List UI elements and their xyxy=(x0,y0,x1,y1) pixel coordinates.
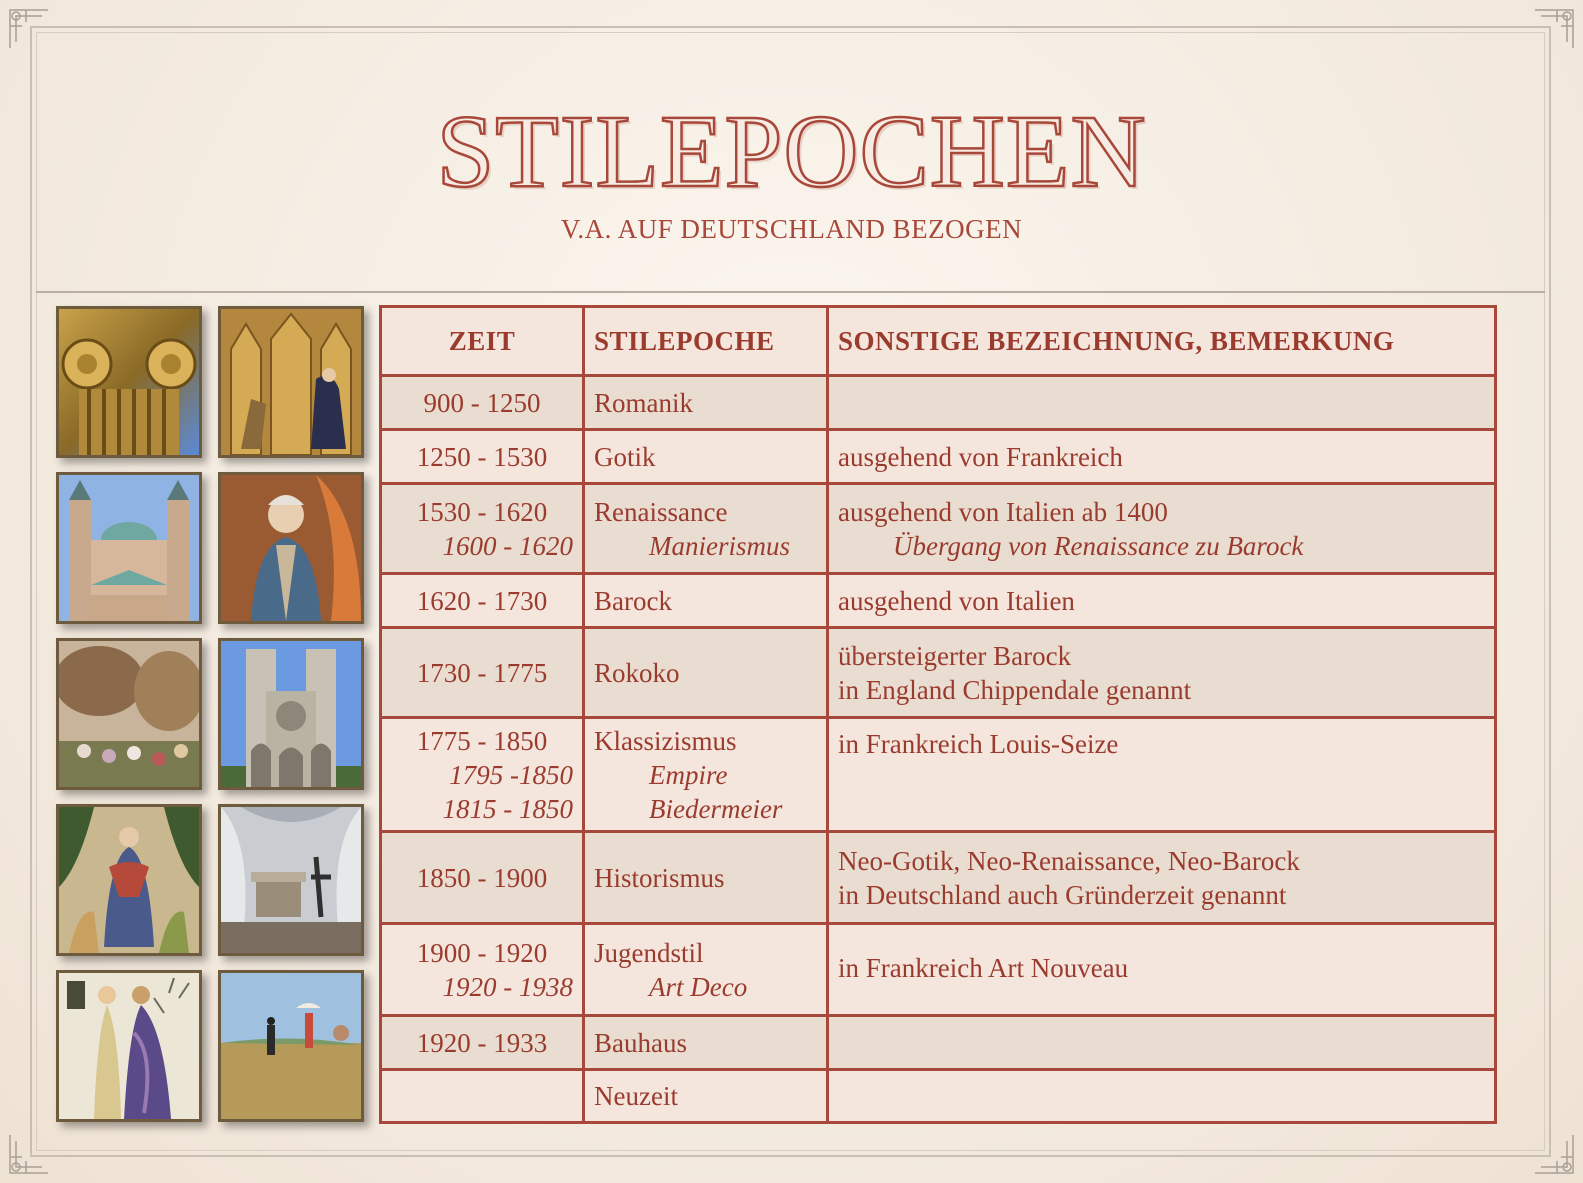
cell-zeit xyxy=(381,628,584,718)
epoche-text: Bauhaus xyxy=(594,1027,687,1058)
slide-subtitle: V.A. AUF DEUTSCHLAND BEZOGEN xyxy=(560,214,1023,244)
note-text: in Frankreich Louis-Seize xyxy=(838,729,1119,759)
zeit-text: 1730 - 1775 xyxy=(416,657,548,688)
zeit-sub-text: 1920 - 1938 xyxy=(442,971,573,1002)
corner-ornament-bottom-right xyxy=(1531,1131,1577,1177)
thumbnail-grid xyxy=(56,306,368,1126)
header-stilepoche: STILEPOCHE xyxy=(584,307,828,376)
cell-zeit xyxy=(381,1070,584,1123)
zeit-text: 900 - 1250 xyxy=(423,387,541,418)
cell-epoche xyxy=(584,430,828,484)
header-bemerkung: SONSTIGE BEZEICHNUNG, BEMERKUNG xyxy=(828,307,1496,376)
cell-zeit xyxy=(381,484,584,574)
cell-zeit xyxy=(381,430,584,484)
epoche-text: Barock xyxy=(594,585,672,616)
corner-ornament-top-right xyxy=(1531,6,1577,52)
epoche-text: Rokoko xyxy=(594,657,680,688)
sistine-madonna-painting xyxy=(56,804,202,956)
zeit-sub-text: 1815 - 1850 xyxy=(442,793,573,824)
cell-epoche xyxy=(584,628,828,718)
cell-note xyxy=(828,924,1496,1016)
zeit-text: 1775 - 1850 xyxy=(416,725,548,756)
note-sub-text: Übergang von Renaissance zu Barock xyxy=(893,530,1304,561)
zeit-text: 1900 - 1920 xyxy=(416,937,548,968)
cell-epoche xyxy=(584,376,828,430)
note-text: in Frankreich Art Nouveau xyxy=(838,953,1129,983)
cell-epoche xyxy=(584,484,828,574)
cell-note xyxy=(828,484,1496,574)
epoche-text: Jugendstil xyxy=(594,937,704,968)
table-row xyxy=(381,484,1496,574)
note-text-line2: in England Chippendale genannt xyxy=(838,674,1192,705)
art-nouveau-illustration xyxy=(56,970,202,1122)
cell-zeit xyxy=(381,1016,584,1070)
table-row xyxy=(381,832,1496,924)
cell-note xyxy=(828,1070,1496,1123)
epoche-text: Neuzeit xyxy=(594,1081,678,1111)
zeit-sub-text: 1795 -1850 xyxy=(449,759,573,790)
cell-epoche xyxy=(584,574,828,628)
zeit-text: 1920 - 1933 xyxy=(416,1027,548,1058)
epoche-text: Romanik xyxy=(594,387,693,418)
empire-interior-image xyxy=(218,804,364,956)
biedermeier-landscape-painting xyxy=(218,970,364,1122)
epoche-text: Gotik xyxy=(594,441,656,472)
table-row xyxy=(381,718,1496,832)
cell-note xyxy=(828,832,1496,924)
epoche-sub-text: Manierismus xyxy=(649,530,790,561)
table-header-row xyxy=(381,307,1496,376)
epoche-sub-text: Art Deco xyxy=(649,971,748,1002)
cell-epoche xyxy=(584,832,828,924)
epochs-table xyxy=(379,305,1497,1124)
cell-zeit xyxy=(381,718,584,832)
table-row xyxy=(381,628,1496,718)
cell-zeit xyxy=(381,376,584,430)
gothic-annunciation-painting xyxy=(218,306,364,458)
note-text: übersteigerter Barock xyxy=(838,640,1072,671)
rococo-king-portrait xyxy=(218,472,364,624)
romanesque-cathedral-image xyxy=(56,472,202,624)
epoche-text: Klassizismus xyxy=(594,725,737,756)
note-text-line2: in Deutschland auch Gründerzeit genannt xyxy=(838,879,1287,910)
note-text: ausgehend von Italien ab 1400 xyxy=(838,496,1168,527)
gothic-cathedral-facade-image xyxy=(218,638,364,790)
cell-note xyxy=(828,574,1496,628)
note-text: ausgehend von Italien xyxy=(838,585,1075,616)
epoche-text: Renaissance xyxy=(594,496,728,527)
epoche-text: Historismus xyxy=(594,862,725,893)
corner-ornament-bottom-left xyxy=(6,1131,52,1177)
cell-zeit xyxy=(381,832,584,924)
header-zeit: ZEIT xyxy=(381,307,584,376)
cell-note xyxy=(828,1016,1496,1070)
title-divider xyxy=(36,291,1545,293)
epoche-sub-text: Biedermeier xyxy=(649,793,783,824)
rococo-garden-party-painting xyxy=(56,638,202,790)
zeit-text: 1530 - 1620 xyxy=(416,496,548,527)
zeit-text: 1620 - 1730 xyxy=(416,585,548,616)
zeit-text: 1850 - 1900 xyxy=(416,862,548,893)
epoche-sub-text: Empire xyxy=(649,759,728,790)
cell-epoche xyxy=(584,1016,828,1070)
cell-epoche xyxy=(584,924,828,1016)
slide-title: STILEPOCHEN xyxy=(436,94,1147,209)
cell-note xyxy=(828,628,1496,718)
ionic-capital-image xyxy=(56,306,202,458)
cell-zeit xyxy=(381,574,584,628)
table-row xyxy=(381,376,1496,430)
table-row xyxy=(381,1016,1496,1070)
note-text: Neo-Gotik, Neo-Renaissance, Neo-Barock xyxy=(838,845,1300,876)
cell-zeit xyxy=(381,924,584,1016)
cell-epoche xyxy=(584,1070,828,1123)
zeit-text: 1250 - 1530 xyxy=(416,441,548,472)
table-row xyxy=(381,924,1496,1016)
zeit-sub-text: 1600 - 1620 xyxy=(442,530,573,561)
cell-note xyxy=(828,718,1496,832)
cell-epoche xyxy=(584,718,828,832)
corner-ornament-top-left xyxy=(6,6,52,52)
cell-note xyxy=(828,430,1496,484)
cell-note xyxy=(828,376,1496,430)
note-text: ausgehend von Frankreich xyxy=(838,441,1123,472)
table-row xyxy=(381,574,1496,628)
table-row xyxy=(381,1070,1496,1123)
table-row xyxy=(381,430,1496,484)
